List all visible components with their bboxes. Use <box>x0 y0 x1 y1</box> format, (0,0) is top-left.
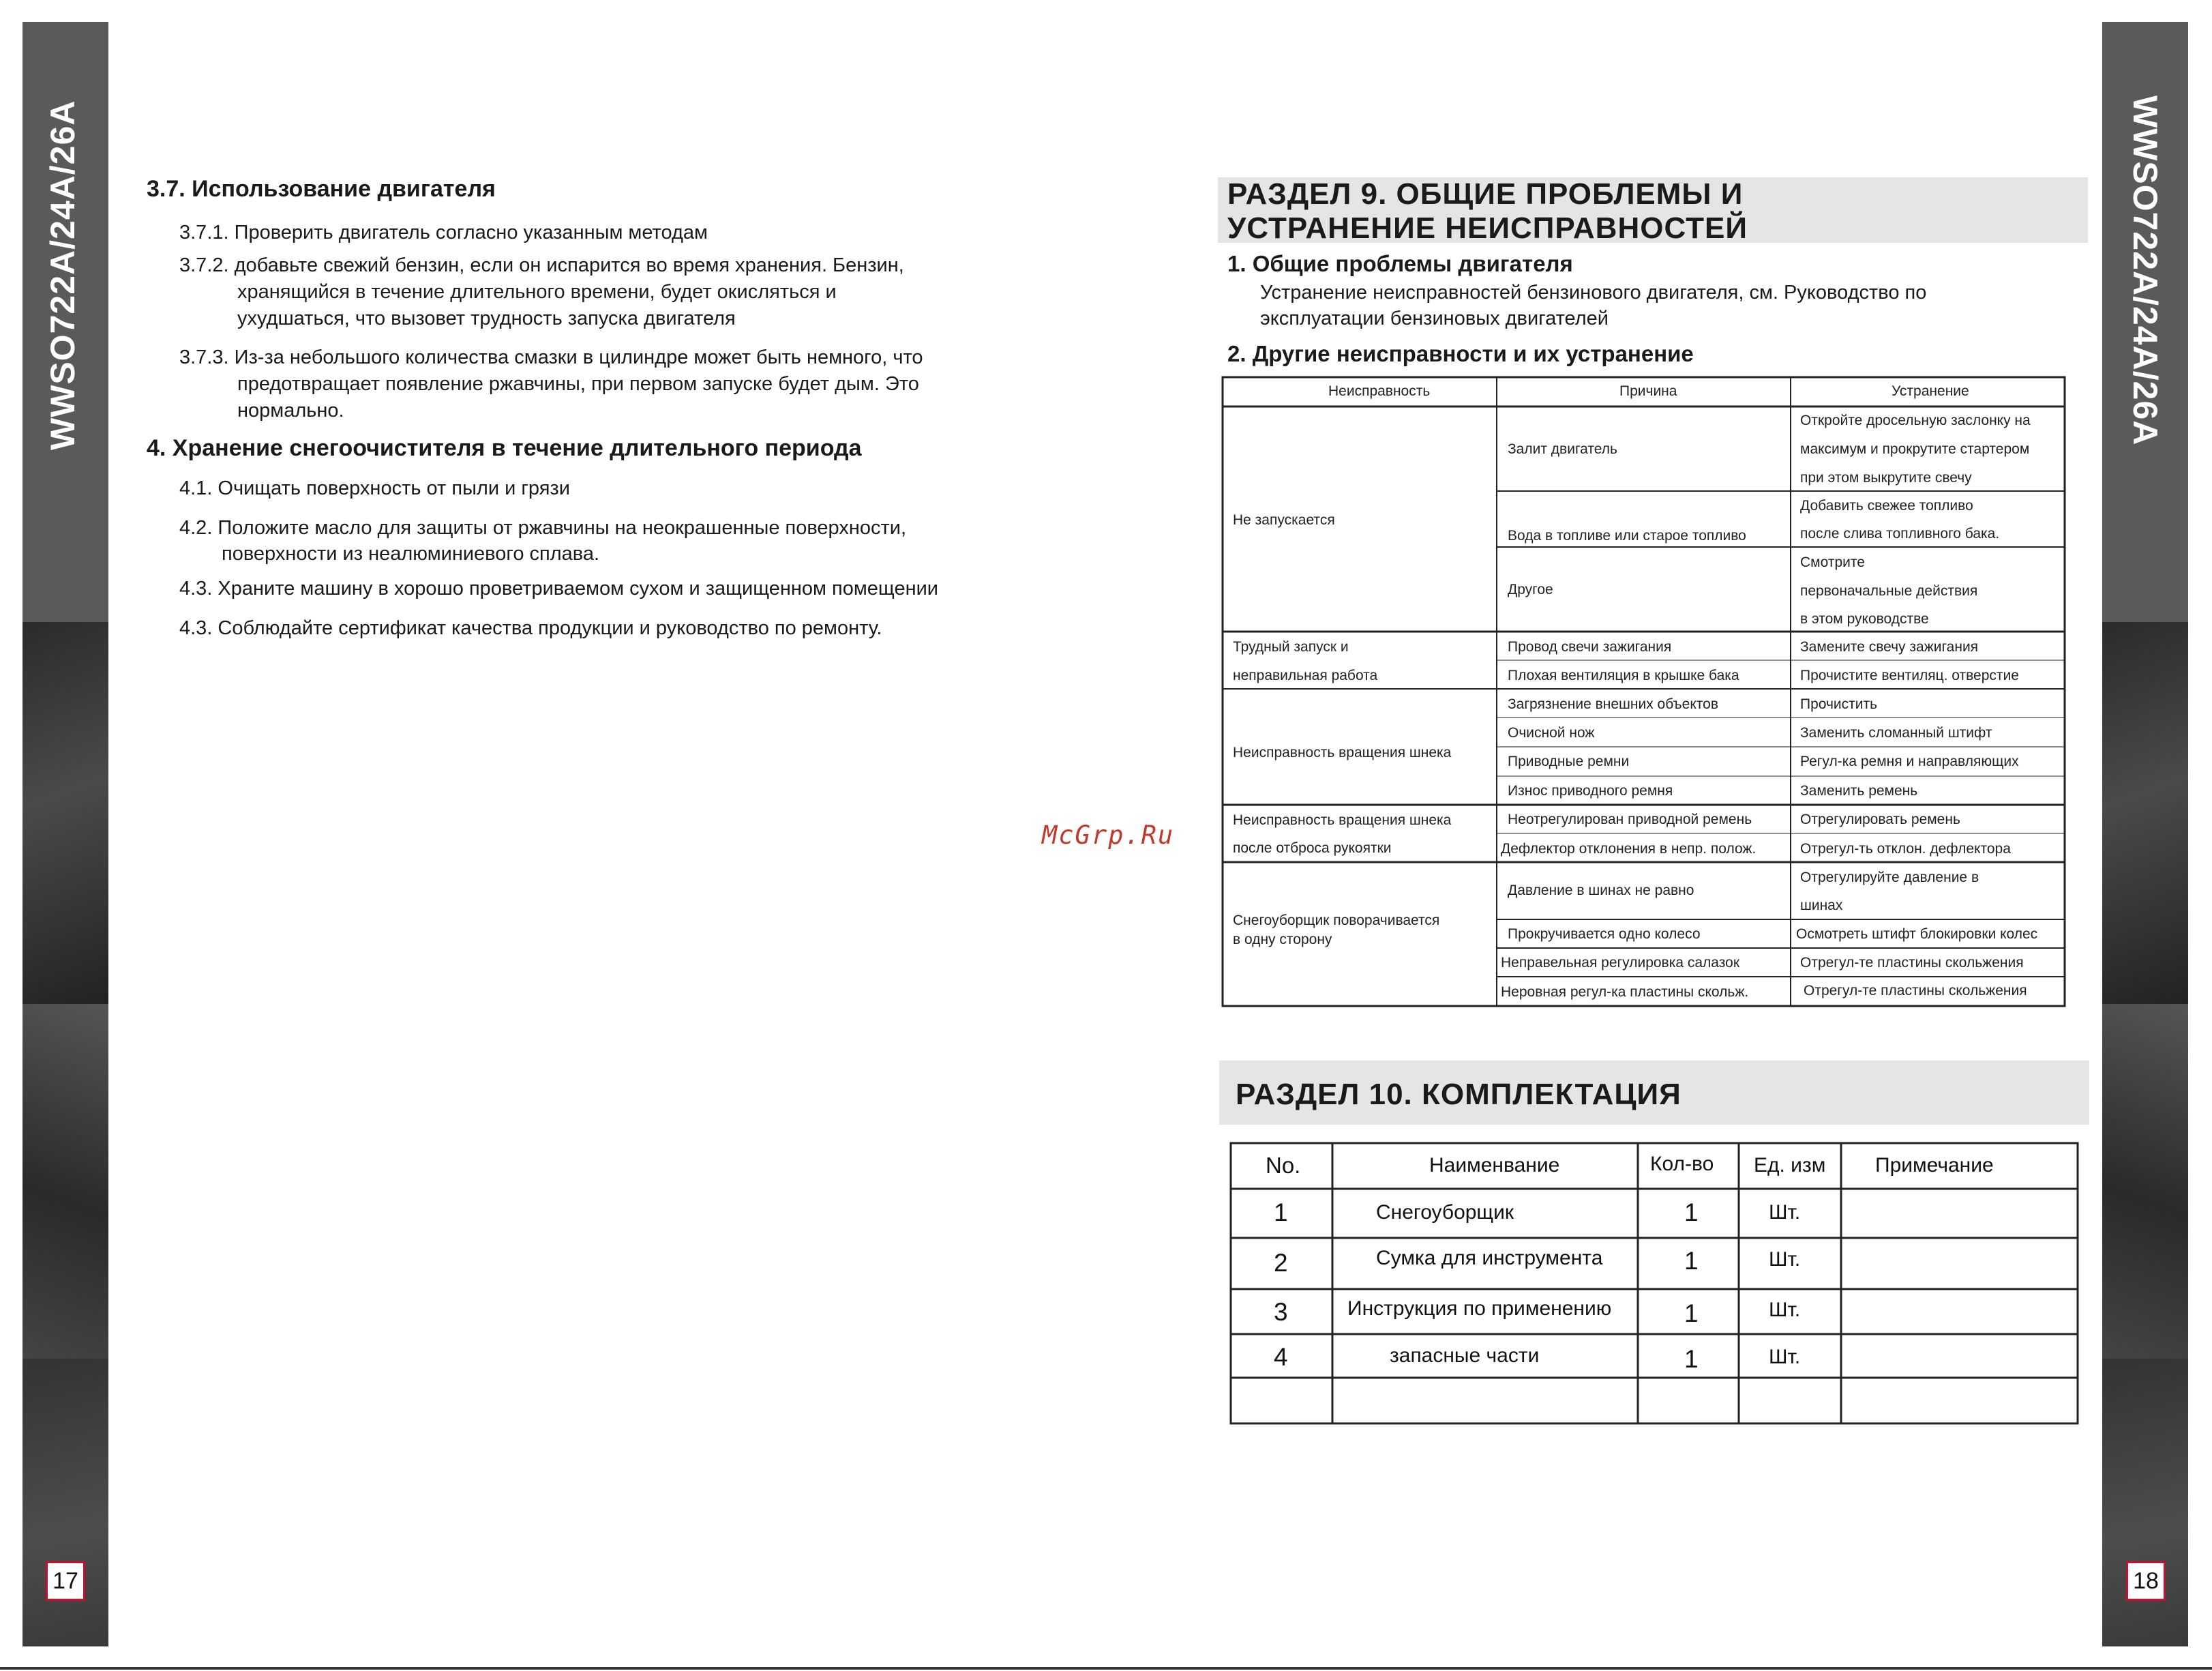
item-4-2-line: поверхности из неалюминиевого сплава. <box>222 543 600 565</box>
remedy-cell: в этом руководстве <box>1800 611 1929 627</box>
remedy-cell: Откройте дросельную заслонку на <box>1800 413 2031 428</box>
fault-cell: неправильная работа <box>1233 668 1378 683</box>
cause-cell: Плохая вентиляция в крышке бака <box>1508 668 1739 683</box>
item-3-7-2-line: хранящийся в течение длительного времени, будет окисляться и <box>237 281 837 303</box>
remedy-cell: Добавить свежее топливо <box>1800 498 1973 514</box>
cause-cell: Неправельная регулировка салазок <box>1501 955 1740 971</box>
model-title-left: WWSO722A/24A/26A <box>44 100 82 450</box>
watermark-text: McGrp.Ru <box>1042 820 1175 850</box>
item-3-7-3-line: 3.7.3. Из-за небольшого количества смазки в цилиндре может быть немного, что <box>179 346 923 368</box>
subsection-9-1-text: эксплуатации бензиновых двигателей <box>1260 308 1609 329</box>
item-4-1: 4.1. Очищать поверхность от пыли и грязи <box>179 477 570 499</box>
cause-cell: Прокручивается одно колесо <box>1508 926 1701 942</box>
item-3-7-2-line: ухудшаться, что вызовет трудность запуска двигателя <box>237 308 736 329</box>
kit-row-qty: 1 <box>1684 1247 1699 1275</box>
kit-header-note: Примечание <box>1875 1154 1994 1177</box>
cause-cell: Загрязнение внешних объектов <box>1508 696 1718 712</box>
item-3-7-2-line: 3.7.2. добавьте свежий бензин, если он испарится во время хранения. Бензин, <box>179 254 904 276</box>
sidebar-decor-shape <box>23 1359 108 1646</box>
remedy-cell: Замените свечу зажигания <box>1800 639 1979 655</box>
kit-header-unit: Ед. изм <box>1754 1154 1826 1177</box>
section-10-title: РАЗДЕЛ 10. КОМПЛЕКТАЦИЯ <box>1236 1078 1682 1111</box>
kit-row-name: Снегоуборщик <box>1376 1201 1514 1224</box>
cause-cell: Износ приводного ремня <box>1508 783 1673 799</box>
subsection-9-1-text: Устранение неисправностей бензинового двигателя, см. Руководство по <box>1260 282 1927 304</box>
kit-row-unit: Шт. <box>1769 1346 1801 1368</box>
remedy-cell: Прочистите вентиляц. отверстие <box>1800 668 2019 683</box>
cause-cell: Вода в топливе или старое топливо <box>1508 528 1746 544</box>
remedy-cell: Отрегул-ть отклон. дефлектора <box>1800 841 2011 857</box>
kit-row-name: Инструкция по применению <box>1347 1297 1612 1320</box>
kit-header-name: Наименвание <box>1429 1154 1560 1177</box>
kit-row-qty: 1 <box>1684 1345 1699 1373</box>
kit-row-no: 3 <box>1274 1298 1288 1326</box>
model-title-right: WWSO722A/24A/26A <box>2126 95 2164 446</box>
remedy-cell: Отрегулировать ремень <box>1800 812 1960 827</box>
subsection-9-1-title: 1. Общие проблемы двигателя <box>1227 251 1573 276</box>
kit-header-no: No. <box>1266 1153 1301 1178</box>
kit-row-no: 1 <box>1274 1198 1288 1226</box>
item-4-3: 4.3. Храните машину в хорошо проветриваемом сухом и защищенном помещении <box>179 578 939 600</box>
item-3-7-1: 3.7.1. Проверить двигатель согласно указанным методам <box>179 222 708 243</box>
fault-cell: Трудный запуск и <box>1233 639 1349 655</box>
kit-header-qty: Кол-во <box>1650 1153 1714 1175</box>
fault-cell: Не запускается <box>1233 512 1335 528</box>
item-3-7-3-line: нормально. <box>237 400 344 422</box>
remedy-cell: Регул-ка ремня и направляющих <box>1800 754 2019 769</box>
fault-cell: Снегоуборщик поворачивается <box>1233 913 1440 928</box>
kit-row-unit: Шт. <box>1769 1248 1801 1271</box>
item-3-7-3-line: предотвращает появление ржавчины, при первом запуске будет дым. Это <box>237 373 919 395</box>
kit-row-name: запасные части <box>1390 1344 1540 1367</box>
bottom-divider <box>0 1667 2212 1670</box>
remedy-cell: первоначальные действия <box>1800 583 1978 599</box>
table-header-fault: Неисправность <box>1328 383 1431 399</box>
section-9-title-line: РАЗДЕЛ 9. ОБЩИЕ ПРОБЛЕМЫ И <box>1227 177 1744 211</box>
sidebar-decor-shape <box>23 622 108 1004</box>
remedy-cell: Смотрите <box>1800 554 1865 570</box>
cause-cell: Давление в шинах не равно <box>1508 883 1694 898</box>
fault-cell: после отброса рукоятки <box>1233 840 1392 856</box>
page-number-left: 17 <box>46 1561 85 1601</box>
sidebar-decor-shape <box>23 1004 108 1359</box>
cause-cell: Залит двигатель <box>1508 441 1617 457</box>
cause-cell: Другое <box>1508 582 1553 597</box>
remedy-cell: шинах <box>1800 898 1843 913</box>
cause-cell: Провод свечи зажигания <box>1508 639 1672 655</box>
section-3-7-heading: 3.7. Использование двигателя <box>147 176 496 202</box>
remedy-cell: максимум и прокрутите стартером <box>1800 441 2030 457</box>
remedy-cell: при этом выкрутите свечу <box>1800 470 1972 486</box>
remedy-cell: Прочистить <box>1800 696 1878 712</box>
remedy-cell: Отрегул-те пластины скольжения <box>1804 983 2027 999</box>
page-number-right: 18 <box>2126 1561 2166 1601</box>
sidebar-decor-shape <box>2102 1004 2188 1359</box>
item-4-3b: 4.3. Соблюдайте сертификат качества продукции и руководство по ремонту. <box>179 617 882 639</box>
cause-cell: Неровная регул-ка пластины скольж. <box>1501 984 1749 1000</box>
item-4-2-line: 4.2. Положите масло для защиты от ржавчины на неокрашенные поверхности, <box>179 517 907 539</box>
kit-row-no: 2 <box>1274 1249 1288 1277</box>
kit-row-name: Сумка для инструмента <box>1376 1247 1603 1269</box>
remedy-cell: после слива топливного бака. <box>1800 526 2000 542</box>
kit-row-unit: Шт. <box>1769 1299 1801 1321</box>
remedy-cell: Осмотреть штифт блокировки колес <box>1796 926 2038 942</box>
cause-cell: Очисной нож <box>1508 725 1595 741</box>
subsection-9-2-title: 2. Другие неисправности и их устранение <box>1227 341 1694 366</box>
sidebar-decor-shape <box>2102 1359 2188 1646</box>
section-4-heading: 4. Хранение снегоочистителя в течение длительного периода <box>147 435 862 461</box>
kit-row-no: 4 <box>1274 1343 1288 1371</box>
fault-cell: Неисправность вращения шнека <box>1233 745 1452 760</box>
fault-cell: в одну сторону <box>1233 932 1332 947</box>
kit-row-unit: Шт. <box>1769 1201 1801 1224</box>
kit-row-qty: 1 <box>1684 1299 1699 1327</box>
table-header-cause: Причина <box>1619 383 1677 399</box>
sidebar-decor-shape <box>2102 622 2188 1004</box>
kit-row-qty: 1 <box>1684 1198 1699 1226</box>
remedy-cell: Отрегулируйте давление в <box>1800 870 1979 885</box>
remedy-cell: Отрегул-те пластины скольжения <box>1800 955 2024 971</box>
table-header-remedy: Устранение <box>1892 383 1969 399</box>
cause-cell: Дефлектор отклонения в непр. полож. <box>1501 841 1757 857</box>
fault-cell: Неисправность вращения шнека <box>1233 812 1452 828</box>
cause-cell: Неотрегулирован приводной ремень <box>1508 812 1752 827</box>
section-9-title-line: УСТРАНЕНИЕ НЕИСПРАВНОСТЕЙ <box>1227 211 1748 245</box>
cause-cell: Приводные ремни <box>1508 754 1630 769</box>
remedy-cell: Заменить ремень <box>1800 783 1918 799</box>
remedy-cell: Заменить сломанный штифт <box>1800 725 1992 741</box>
